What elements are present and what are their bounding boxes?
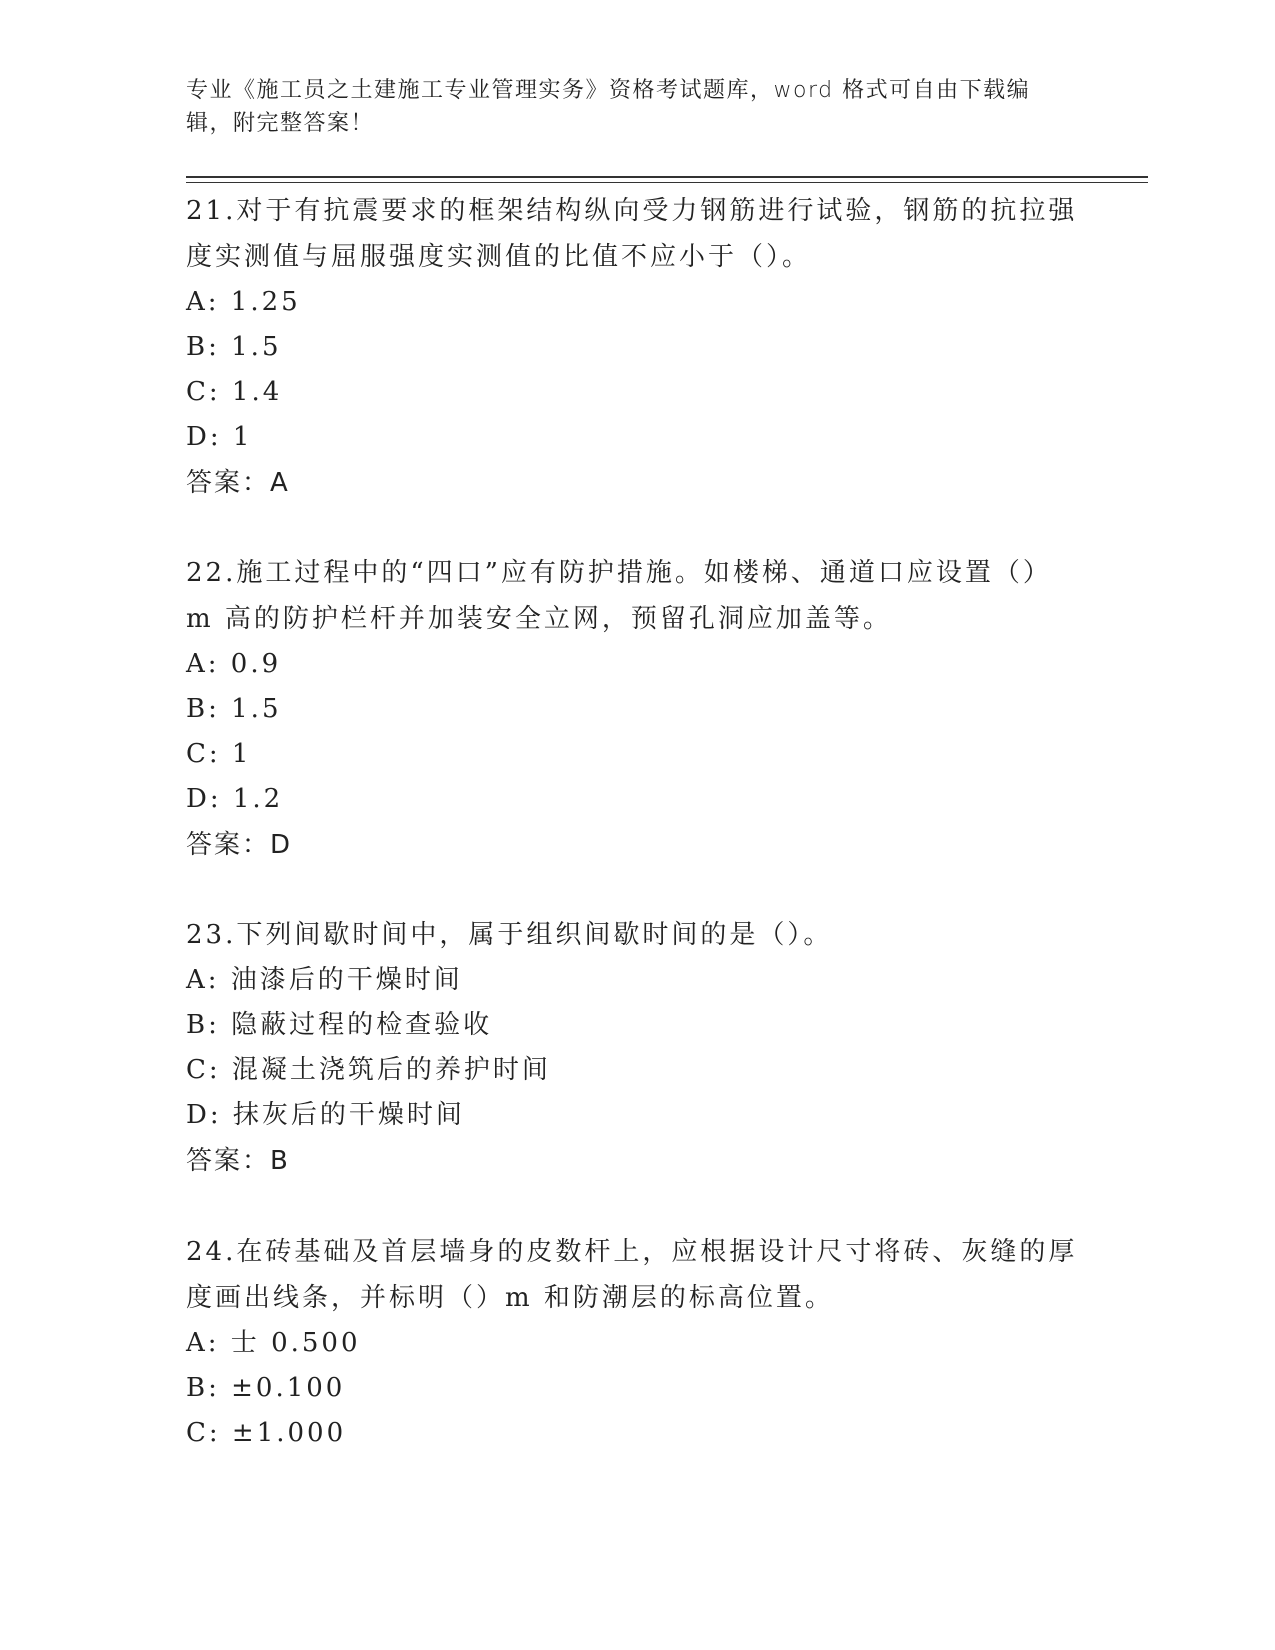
answer-line: 答案：A	[186, 468, 290, 498]
header-divider-thick	[186, 176, 1148, 178]
option-c: C: 混凝土浇筑后的养护时间	[186, 1055, 551, 1085]
question-22	[186, 550, 1086, 868]
answer-line: 答案：D	[186, 830, 293, 860]
question-stem-line: 24.在砖基础及首层墙身的皮数杆上，应根据设计尺寸将砖、灰缝的厚	[186, 1237, 1078, 1267]
question-21	[186, 188, 1086, 506]
option-d: D: 1.2	[186, 784, 284, 814]
question-stem-line: 22.施工过程中的“四口”应有防护措施。如楼梯、通道口应设置（）	[186, 558, 1052, 588]
header-divider-thin	[186, 182, 1148, 183]
option-c: C: ±1.000	[186, 1418, 347, 1448]
option-a: A: 油漆后的干燥时间	[186, 965, 463, 995]
header-line-2: 辑，附完整答案！	[186, 111, 375, 136]
option-c: C: 1.4	[186, 377, 283, 407]
option-d: D: 抹灰后的干燥时间	[186, 1100, 465, 1130]
option-a: A: 0.9	[186, 649, 282, 679]
question-stem-line: 度画出线条，并标明（）m 和防潮层的标高位置。	[186, 1283, 834, 1313]
question-stem-line: m 高的防护栏杆并加装安全立网，预留孔洞应加盖等。	[186, 604, 892, 634]
answer-line: 答案：B	[186, 1146, 290, 1176]
option-d: D: 1	[186, 422, 253, 452]
question-23	[186, 912, 1086, 1184]
option-b: B: 隐蔽过程的检查验收	[186, 1010, 493, 1040]
option-b: B: 1.5	[186, 694, 282, 724]
question-stem-line: 度实测值与屈服强度实测值的比值不应小于（）。	[186, 242, 812, 272]
question-stem-line: 23.下列间歇时间中，属于组织间歇时间的是（）。	[186, 920, 833, 950]
question-stem-line: 21.对于有抗震要求的框架结构纵向受力钢筋进行试验，钢筋的抗拉强	[186, 196, 1078, 226]
option-a: A: 士 0.500	[186, 1328, 361, 1358]
question-24	[186, 1229, 1086, 1456]
option-a: A: 1.25	[186, 287, 301, 317]
document-header	[186, 74, 1066, 140]
option-b: B: 1.5	[186, 332, 282, 362]
header-line-1: 专业《施工员之土建施工专业管理实务》资格考试题库，word 格式可自由下载编	[186, 78, 1031, 103]
option-c: C: 1	[186, 739, 252, 769]
option-b: B: ±0.100	[186, 1373, 346, 1403]
